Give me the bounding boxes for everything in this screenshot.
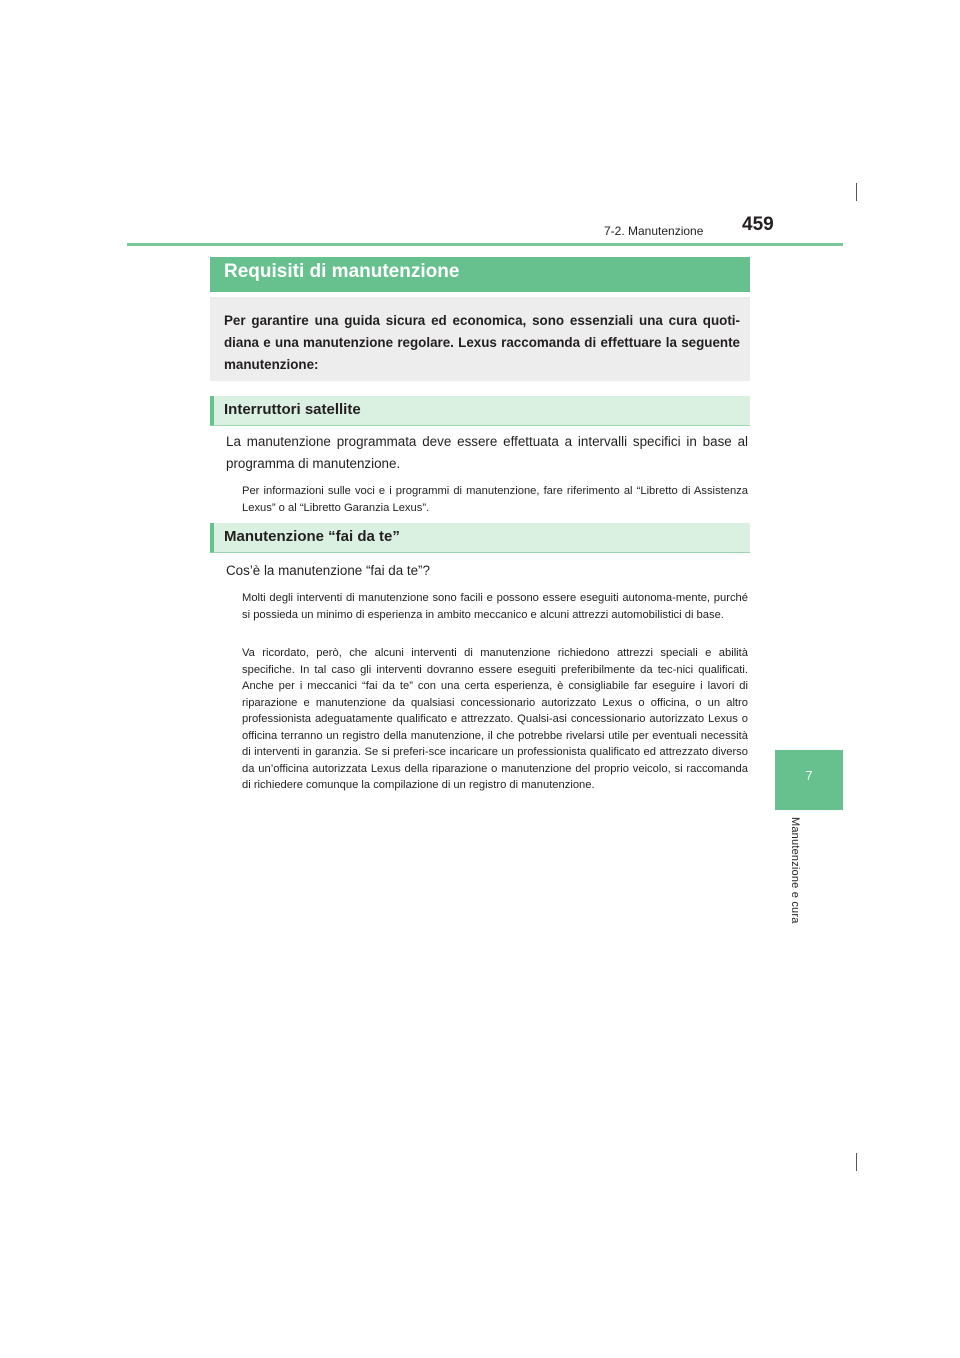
crop-mark-top bbox=[856, 183, 857, 201]
note-paragraph: Molti degli interventi di manutenzione sono facili e possono essere eseguiti autonoma-mente, purché si possieda un minimo di esperienza in ambito meccanico e alcuni attrezzi automobilistici di base. bbox=[242, 592, 748, 621]
section-title: 7-2. Manutenzione bbox=[604, 224, 704, 238]
main-heading: Requisiti di manutenzione bbox=[210, 257, 750, 292]
subheading-interruttori-satellite: Interruttori satellite bbox=[210, 396, 750, 426]
note-paragraph: Per informazioni sulle voci e i programmi di manutenzione, fare riferimento al “Libretto di Assistenza Lexus” o al “Libretto Garanzia Lexus”. bbox=[242, 485, 748, 514]
chapter-label: Manutenzione e cura bbox=[789, 817, 801, 924]
chapter-tab bbox=[775, 750, 843, 810]
intro-box: Per garantire una guida sicura ed economica, sono essenziali una cura quoti-diana e una manutenzione regolare. Lexus raccomanda di effettuare la seguente manutenzione: bbox=[210, 297, 750, 381]
chapter-number: 7 bbox=[805, 768, 813, 783]
note-paragraph: Va ricordato, però, che alcuni interventi di manutenzione richiedono attrezzi speciali e abilità specifiche. In tal caso gli interventi dovranno essere eseguiti preferibilmente da tec-nici qualificati. Anche per i meccanici “fai da te” con una certa esperienza, è consigliabile far eseguire i lavori di riparazione e manutenzione da qualsiasi concessionario autorizzato Lexus o officina, o un altro professionista adeguatamente qualificato e attrezzato. Qualsi-asi concessionario autorizzato Lexus o officina terranno un registro della manutenzione, il che potrebbe rivelarsi utile per eventuali necessità di interventi in garanzia. Se si preferi-sce incaricare un professionista qualificato ed attrezzato diverso da un’officina autorizzata Lexus della riparazione o manutenzione del proprio veicolo, si raccomanda di richiedere comunque la compilazione di un registro di manutenzione. bbox=[242, 647, 748, 791]
crop-mark-bottom bbox=[856, 1153, 857, 1171]
subheading-manutenzione-fai-da-te: Manutenzione “fai da te” bbox=[210, 523, 750, 553]
page-number: 459 bbox=[742, 214, 774, 235]
body-question: Cos’è la manutenzione “fai da te”? bbox=[226, 563, 430, 578]
header-rule bbox=[127, 243, 843, 246]
body-paragraph: La manutenzione programmata deve essere effettuata a intervalli specifici in base al programma di manutenzione. bbox=[226, 434, 748, 471]
